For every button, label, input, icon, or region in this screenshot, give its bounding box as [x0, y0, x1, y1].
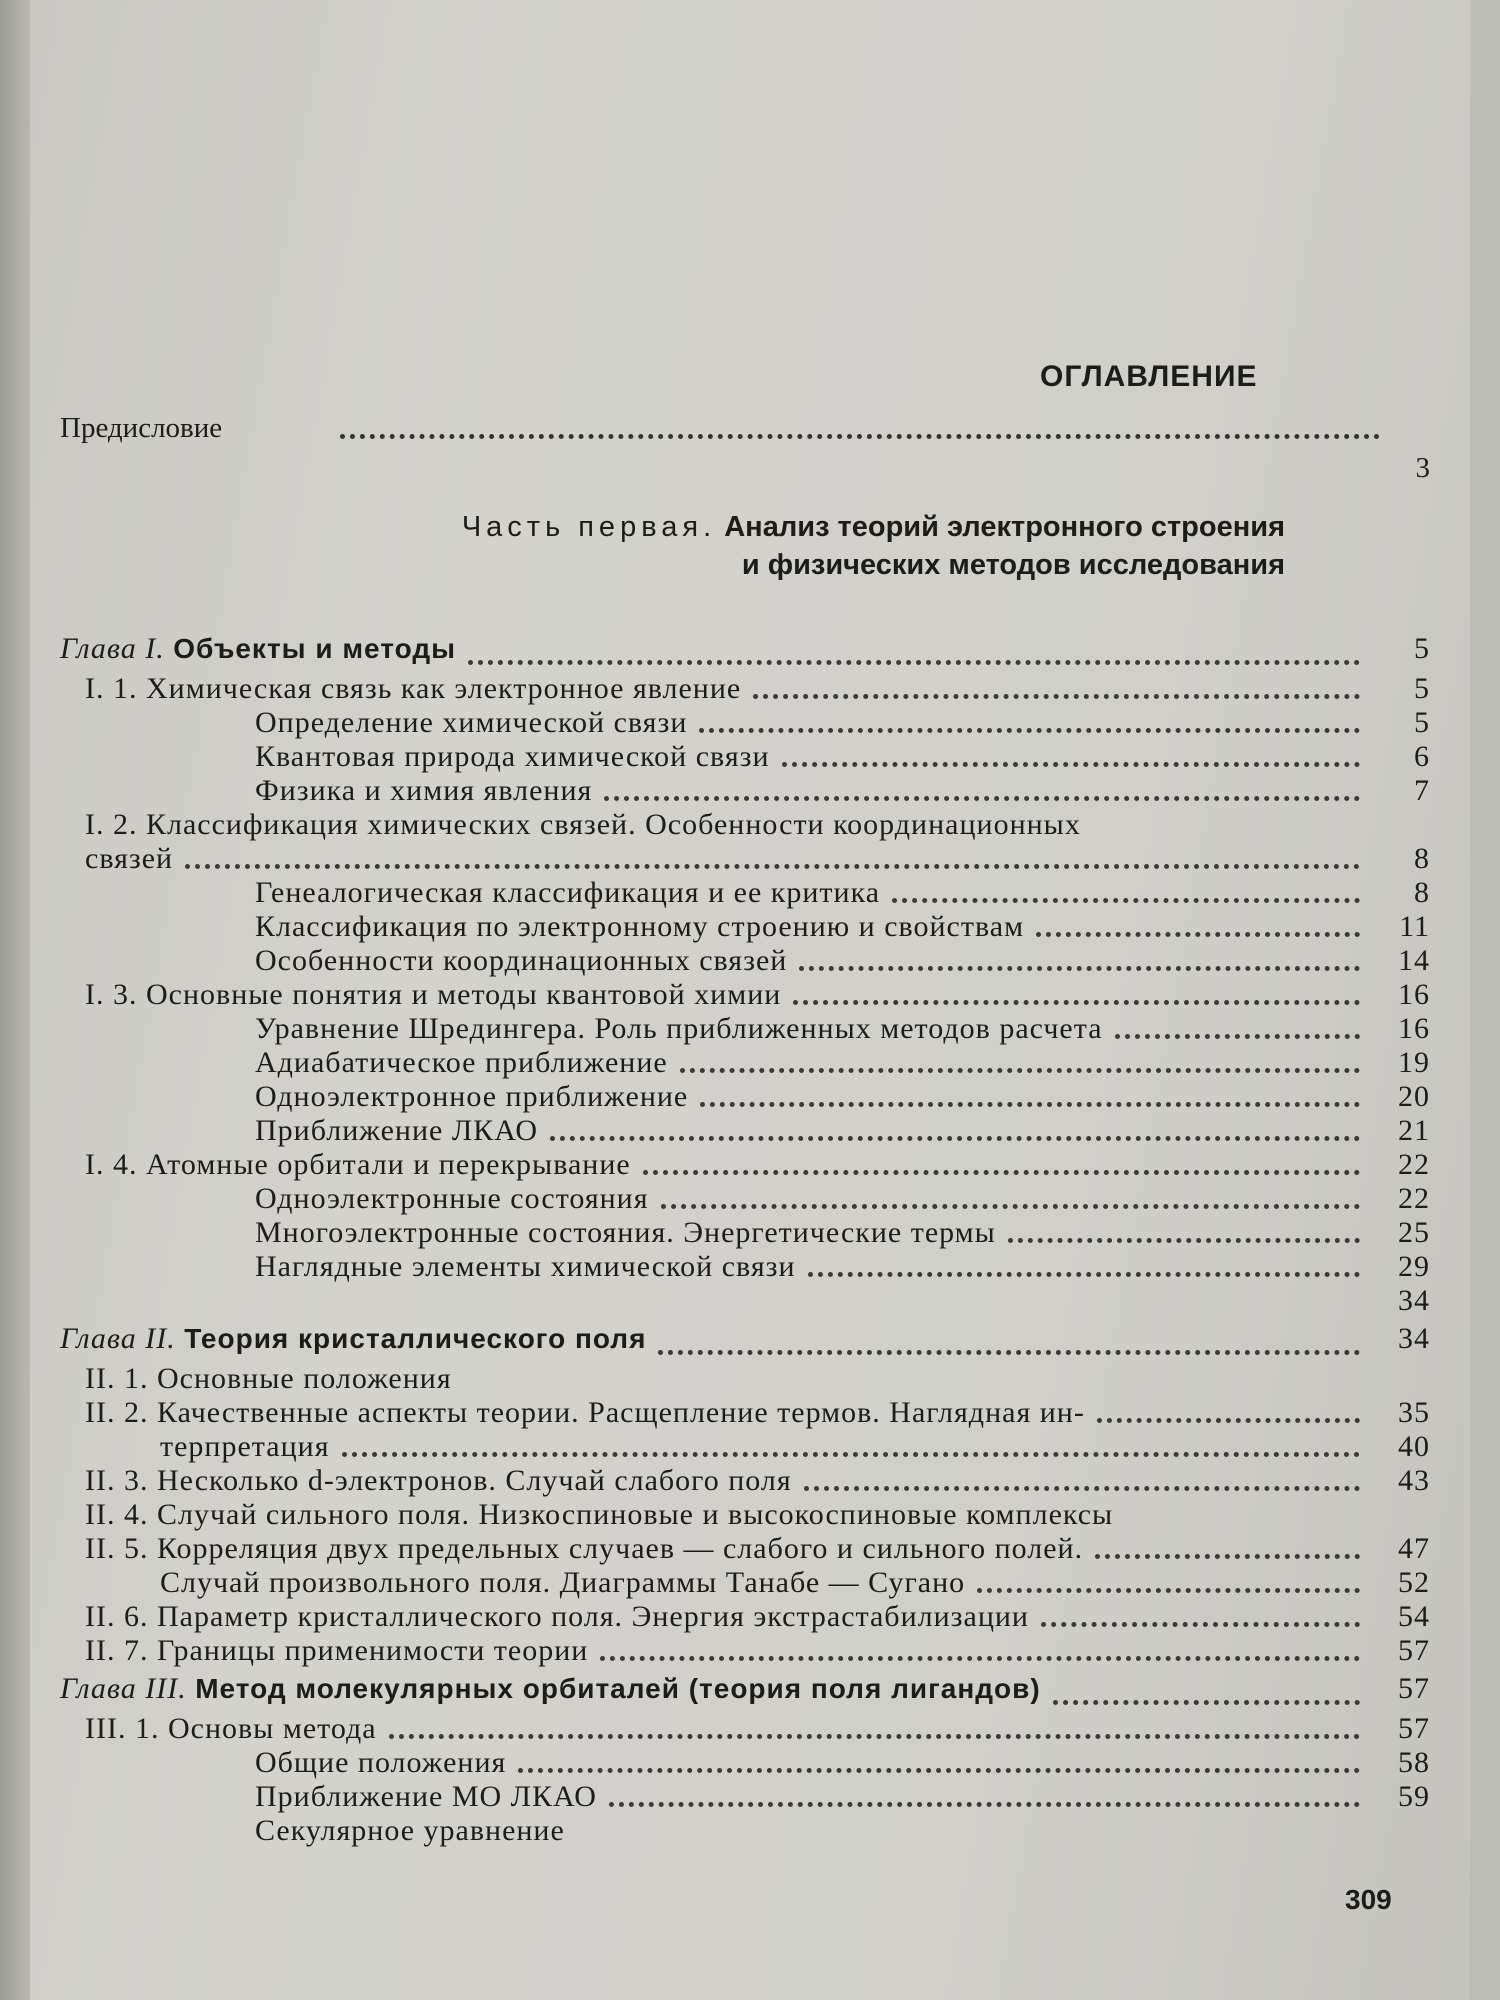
toc-entry-page: 8: [1414, 842, 1430, 875]
toc-entry-text: [255, 740, 770, 774]
preface-page: 3: [1415, 452, 1430, 484]
toc-entry-text: [85, 1712, 377, 1746]
toc-sub-row[interactable]: [60, 1080, 1430, 1114]
dot-leader: [468, 660, 1360, 665]
dot-leader: [977, 1588, 1360, 1593]
toc-entry-text: [255, 1080, 688, 1114]
toc-chapter-row[interactable]: [60, 1672, 1430, 1712]
toc-entry-number: Глава II.: [60, 1322, 176, 1355]
toc-entry-title: Классификация химических связей. Особенности координационных: [146, 808, 1081, 841]
toc-entry-text: [85, 1600, 1029, 1634]
toc-sub-row[interactable]: [60, 944, 1430, 978]
toc-sub-row[interactable]: [60, 910, 1430, 944]
toc-entry-page: 7: [1414, 774, 1430, 807]
toc-entry-page: 16: [1398, 1012, 1430, 1045]
toc-entry-title: Одноэлектронное приближение: [255, 1080, 689, 1113]
dot-leader: [1053, 1700, 1360, 1705]
toc-entry-title: Классификация по электронному строению и свойствам: [255, 910, 1025, 943]
dot-leader: [661, 1204, 1360, 1209]
toc-entry-text: [85, 1634, 588, 1668]
toc-entry-number: III. 1.: [85, 1712, 160, 1745]
toc-entry-text: [60, 1672, 1041, 1706]
toc-entry-title: Основные положения: [156, 1362, 452, 1395]
toc-entry-text: [160, 1430, 330, 1464]
page-title: ОГЛАВЛЕНИЕ: [1040, 360, 1258, 393]
dot-leader: [1036, 932, 1360, 937]
toc-entry-title: Основы метода: [167, 1712, 377, 1745]
toc-entry-number: Глава I.: [60, 632, 165, 665]
toc-sub-row[interactable]: [60, 1250, 1430, 1284]
toc-entry-page: 40: [1398, 1430, 1430, 1463]
toc-entry-title: Химическая связь как электронное явление: [146, 672, 742, 705]
toc-cont-row[interactable]: [60, 1430, 1430, 1464]
toc-sub-row[interactable]: [60, 1012, 1430, 1046]
toc-entry-title: Квантовая природа химической связи: [255, 740, 770, 773]
toc-entry-text: [85, 1498, 1113, 1532]
toc-entry-page: 34: [1398, 1284, 1430, 1317]
toc-cont-row[interactable]: [60, 1566, 1430, 1600]
toc-preface[interactable]: [60, 412, 1430, 484]
dot-leader: [342, 1452, 1361, 1457]
dot-leader: [604, 796, 1360, 801]
toc-entry-text: [255, 1780, 597, 1814]
dot-leader: [1095, 1554, 1360, 1559]
dot-leader: [1041, 1622, 1360, 1627]
toc-entry-title: связей: [85, 842, 174, 875]
dot-leader: [389, 1734, 1360, 1739]
toc-entry-text: [85, 842, 173, 876]
toc-entry-text: [85, 808, 1081, 842]
toc-entry-title: Атомные орбитали и перекрывание: [146, 1148, 631, 1181]
toc-entry-text: [85, 978, 781, 1012]
toc-entry-text: [255, 876, 880, 910]
toc-section-row[interactable]: [60, 672, 1430, 706]
toc-entry-page: 5: [1414, 672, 1430, 705]
book-spine-edge: [0, 0, 30, 2000]
toc-entry-page: 35: [1398, 1396, 1430, 1429]
toc-entry-title: Особенности координационных связей: [255, 944, 788, 977]
toc-entry-page: 59: [1398, 1780, 1430, 1813]
toc-entry-title: Случай сильного поля. Низкоспиновые и высокоспиновые комплексы: [156, 1498, 1114, 1531]
toc-sub-row[interactable]: [60, 774, 1430, 808]
toc-entry-text: [255, 774, 592, 808]
toc-entry-text: [85, 1532, 1083, 1566]
dot-leader: [643, 1170, 1360, 1175]
toc-chapter-row[interactable]: [60, 1322, 1430, 1362]
toc-section-row[interactable]: [60, 1362, 1430, 1396]
dot-leader: [799, 966, 1360, 971]
toc-entry-page: 5: [1414, 632, 1430, 665]
toc-entry-title: Границы применимости теории: [156, 1634, 589, 1667]
toc-entry-page: 54: [1398, 1600, 1430, 1633]
part-heading: [245, 508, 1285, 584]
toc-sub-row[interactable]: [60, 876, 1430, 910]
toc-entry-page: 6: [1414, 740, 1430, 773]
dot-leader: [1008, 1238, 1360, 1243]
dot-leader: [550, 1136, 1360, 1141]
toc-entry-title: Корреляция двух предельных случаев — слабого и сильного полей.: [156, 1532, 1084, 1565]
dot-leader: [600, 1656, 1360, 1661]
dot-leader: [680, 1068, 1360, 1073]
toc-entry-text: [255, 1182, 649, 1216]
dot-leader: [782, 762, 1360, 767]
toc-entry-title: Адиабатическое приближение: [255, 1046, 668, 1079]
toc-entry-number: I. 3.: [85, 978, 138, 1011]
toc-entry-number: II. 6.: [85, 1600, 149, 1633]
toc-entry-title: Случай произвольного поля. Диаграммы Танабе — Сугано: [160, 1566, 966, 1599]
dot-leader: [892, 898, 1360, 903]
toc-sub-row[interactable]: [60, 1114, 1430, 1148]
toc-entry-page: 58: [1398, 1746, 1430, 1779]
dot-leader: [808, 1272, 1360, 1277]
toc-entry-number: II. 7.: [85, 1634, 149, 1667]
toc-entry-title: Приближение МО ЛКАО: [255, 1780, 597, 1813]
toc-entry-text: [60, 1322, 646, 1356]
toc-section-row[interactable]: [60, 1532, 1430, 1566]
toc-entry-number: II. 5.: [85, 1532, 149, 1565]
toc-section-row[interactable]: [60, 1634, 1430, 1668]
toc-section-row[interactable]: [60, 1712, 1430, 1746]
toc-entry-title: Метод молекулярных орбиталей (теория поля лигандов): [195, 1673, 1041, 1704]
toc-section-row[interactable]: [60, 1600, 1430, 1634]
toc-entry-page: 57: [1398, 1672, 1430, 1705]
toc-sub-row[interactable]: [60, 706, 1430, 740]
dot-leader: [518, 1768, 1360, 1773]
dot-leader: [753, 694, 1360, 699]
toc-entry-number: I. 2.: [85, 808, 138, 841]
toc-sub-row[interactable]: [60, 1182, 1430, 1216]
toc-entry-title: Общие положения: [255, 1746, 507, 1779]
toc-chapter-row[interactable]: [60, 632, 1430, 672]
toc-entry-page: 14: [1398, 944, 1430, 977]
toc-entry-page: 22: [1398, 1148, 1430, 1181]
toc-entry-title: Основные понятия и методы квантовой химии: [146, 978, 782, 1011]
toc-entry-page: 19: [1398, 1046, 1430, 1079]
toc-entry-title: Определение химической связи: [255, 706, 688, 739]
toc-entry-title: Генеалогическая классификация и ее критика: [255, 876, 881, 909]
toc-section-row[interactable]: [60, 1396, 1430, 1430]
toc-entry-text: [255, 1012, 1103, 1046]
toc-entry-text: [160, 1566, 965, 1600]
toc-sub-row[interactable]: [60, 1216, 1430, 1250]
toc-entry-title: Многоэлектронные состояния. Энергетические термы: [255, 1216, 996, 1249]
toc-entry-text: [255, 1250, 796, 1284]
toc-entry-title: Секулярное уравнение: [255, 1814, 565, 1847]
toc-entry-title: терпретация: [160, 1430, 330, 1463]
toc-entry-text: [255, 1046, 668, 1080]
toc-entry-number: I. 1.: [85, 672, 138, 705]
toc-entry-title: Физика и химия явления: [255, 774, 593, 807]
toc-entry-text: [255, 706, 687, 740]
toc-sub-row[interactable]: [60, 1780, 1430, 1814]
dot-leader: [804, 1486, 1360, 1491]
toc-entry-title: Несколько d-электронов. Случай слабого поля: [156, 1464, 792, 1497]
toc-entry-page: 57: [1398, 1712, 1430, 1745]
toc-sub-row[interactable]: [60, 740, 1430, 774]
toc-section-row[interactable]: [60, 978, 1430, 1012]
dot-leader: [658, 1350, 1360, 1355]
toc-entry-page: 52: [1398, 1566, 1430, 1599]
toc-entry-page: 25: [1398, 1216, 1430, 1249]
toc-section-row[interactable]: [60, 1498, 1430, 1532]
toc-cont-row[interactable]: [60, 842, 1430, 876]
toc-entry-page: 21: [1398, 1114, 1430, 1147]
toc-sub-row[interactable]: [60, 1746, 1430, 1780]
dot-leader: [340, 434, 1380, 439]
toc-entry-text: [255, 910, 1024, 944]
page-number: 309: [1345, 1884, 1392, 1915]
toc-entry-text: [85, 1396, 1085, 1430]
toc-sub-row[interactable]: [60, 1046, 1430, 1080]
toc-entry-text: [60, 632, 456, 666]
toc-entry-text: [85, 672, 741, 706]
toc-entry-page: 20: [1398, 1080, 1430, 1113]
toc-entry-title: Наглядные элементы химической связи: [255, 1250, 796, 1283]
toc-entry-number: II. 1.: [85, 1362, 149, 1395]
toc-sub-row[interactable]: [60, 1814, 1430, 1848]
toc-entry-number: II. 2.: [85, 1396, 149, 1429]
toc-entry-text: [255, 1814, 565, 1848]
toc-entry-text: [255, 944, 787, 978]
toc-entry-page: 29: [1398, 1250, 1430, 1283]
toc-entry-page: 43: [1398, 1464, 1430, 1497]
toc-entry-number: II. 3.: [85, 1464, 149, 1497]
part-label: Часть первая.: [461, 511, 717, 543]
part-title-line-2: и физических методов исследования: [741, 549, 1285, 581]
toc-section-row[interactable]: [60, 1464, 1430, 1498]
toc-entry-page: 22: [1398, 1182, 1430, 1215]
toc-entry-page: 11: [1399, 910, 1430, 943]
toc-entry-title: Уравнение Шредингера. Роль приближенных методов расчета: [255, 1012, 1103, 1045]
toc-entry-title: Теория кристаллического поля: [184, 1323, 647, 1354]
preface-label: Предисловие: [60, 412, 223, 444]
toc-entry-number: Глава III.: [60, 1672, 187, 1705]
dot-leader: [1115, 1034, 1360, 1039]
toc-section-row[interactable]: [60, 808, 1430, 842]
part-title-line-1: Анализ теорий электронного строения: [724, 511, 1285, 543]
toc-entry-page: 8: [1414, 876, 1430, 909]
toc-entry-page: 16: [1398, 978, 1430, 1011]
toc-entry-text: [255, 1114, 538, 1148]
toc-entry-title: Качественные аспекты теории. Расщепление термов. Наглядная ин-: [156, 1396, 1085, 1429]
toc-entry-number: I. 4.: [85, 1148, 138, 1181]
toc-entry-text: [255, 1216, 996, 1250]
toc-entry-title: Приближение ЛКАО: [255, 1114, 539, 1147]
dot-leader: [699, 728, 1360, 733]
table-of-contents: [60, 628, 1430, 1848]
dot-leader: [700, 1102, 1360, 1107]
toc-entry-title: Параметр кристаллического поля. Энергия экстрастабилизации: [156, 1600, 1029, 1633]
toc-entry-title: Одноэлектронные состояния: [255, 1182, 649, 1215]
toc-entry-text: [85, 1464, 792, 1498]
toc-entry-page: 34: [1398, 1322, 1430, 1355]
dot-leader: [185, 864, 1360, 869]
toc-entry-number: II. 4.: [85, 1498, 149, 1531]
toc-entry-text: [85, 1362, 452, 1396]
toc-entry-text: [85, 1148, 631, 1182]
toc-entry-page: 57: [1398, 1634, 1430, 1667]
toc-section-row[interactable]: [60, 1148, 1430, 1182]
dot-leader: [793, 1000, 1360, 1005]
toc-blank-row[interactable]: [60, 1284, 1430, 1318]
toc-entry-page: 47: [1398, 1532, 1430, 1565]
toc-entry-page: 5: [1414, 706, 1430, 739]
dot-leader: [1097, 1418, 1360, 1423]
toc-entry-text: [255, 1746, 506, 1780]
toc-entry-title: Объекты и методы: [173, 633, 457, 664]
dot-leader: [609, 1802, 1360, 1807]
